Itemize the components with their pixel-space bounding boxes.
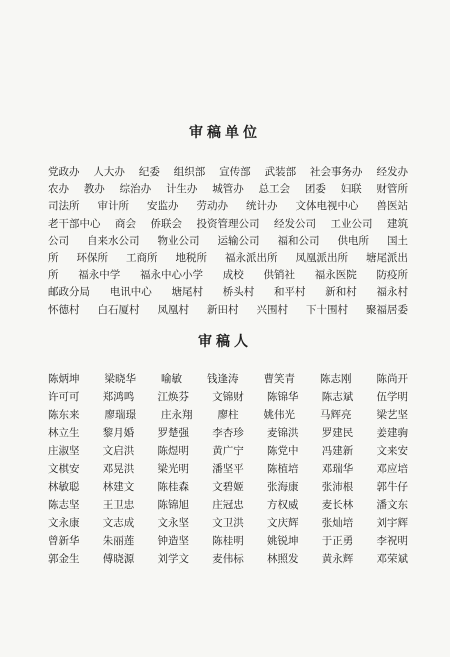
unit-name: 团委 <box>304 183 326 196</box>
unit-line <box>48 163 408 180</box>
reviewer-name: 陈党中 <box>267 444 299 457</box>
unit-name: 塘尾派出 <box>366 252 408 265</box>
reviewer-name: 文来安 <box>376 444 408 457</box>
reviewer-name: 张海康 <box>267 481 299 494</box>
reviewer-name: 潘坚平 <box>212 463 244 476</box>
reviewer-row <box>48 441 408 459</box>
reviewer-row <box>48 550 408 568</box>
unit-name: 所 <box>48 252 59 265</box>
reviewer-name: 伍学明 <box>376 390 408 403</box>
reviewer-name: 李祝明 <box>376 535 408 548</box>
unit-name: 自来水公司 <box>87 234 140 247</box>
reviewer-row <box>48 496 408 514</box>
unit-name: 总工会 <box>258 183 291 196</box>
unit-name: 供销社 <box>263 269 295 282</box>
unit-name: 凤凰村 <box>157 303 189 316</box>
unit-name: 新田村 <box>207 303 239 316</box>
unit-name: 凤凰派出所 <box>295 252 348 265</box>
reviewer-row <box>48 478 408 496</box>
unit-name: 新和村 <box>325 286 357 299</box>
reviewer-name: 陈志坚 <box>48 499 80 512</box>
unit-name: 桥头村 <box>222 286 255 299</box>
unit-line <box>48 249 408 266</box>
reviewer-name: 陈桂森 <box>157 481 189 494</box>
reviewer-name: 刘学文 <box>157 553 189 566</box>
reviewer-name: 姚锐坤 <box>267 535 299 548</box>
reviewer-name: 刘宇辉 <box>376 517 408 530</box>
reviewer-name: 姜建驹 <box>376 426 408 439</box>
unit-name: 福永中心小学 <box>140 269 203 282</box>
reviewer-name: 朱丽莲 <box>102 535 135 548</box>
unit-name: 社会事务办 <box>310 166 363 179</box>
unit-name: 福永医院 <box>314 269 357 282</box>
reviewer-name: 陈尚开 <box>376 372 408 385</box>
reviewer-row <box>48 387 408 405</box>
unit-name: 成校 <box>222 269 244 282</box>
unit-name: 物业公司 <box>157 234 200 247</box>
unit-line <box>48 180 408 197</box>
reviewer-name: 曾新华 <box>48 535 80 548</box>
unit-name: 兽医站 <box>376 200 408 213</box>
unit-name: 下十围村 <box>306 303 348 316</box>
unit-name: 怀德村 <box>48 303 80 316</box>
unit-name: 综治办 <box>119 183 152 196</box>
reviewer-name: 郭牛仔 <box>376 481 408 494</box>
reviewer-name: 郭金生 <box>48 553 80 566</box>
reviewer-name: 庄永翔 <box>161 408 193 421</box>
reviewer-name: 梁艺坚 <box>376 408 408 421</box>
reviewer-name: 文碧姬 <box>212 481 244 494</box>
reviewer-name: 方权威 <box>267 499 299 512</box>
unit-name: 老干部中心 <box>48 217 101 230</box>
reviewer-name: 文志成 <box>102 517 135 530</box>
reviewer-row <box>48 532 408 550</box>
reviewer-name: 喻敏 <box>161 372 182 385</box>
unit-name: 商会 <box>115 217 136 230</box>
unit-name: 工商所 <box>126 252 158 265</box>
reviewer-name: 姚伟光 <box>263 408 295 421</box>
reviewer-name: 庄冠忠 <box>212 499 244 512</box>
unit-name: 白石厦村 <box>97 303 140 316</box>
unit-name: 邮政分局 <box>48 286 90 299</box>
unit-name: 国土 <box>387 234 408 247</box>
reviewer-name: 文永康 <box>48 517 80 530</box>
unit-name: 经发公司 <box>274 217 316 230</box>
unit-name: 司法所 <box>48 200 80 213</box>
unit-name: 组织部 <box>173 166 206 179</box>
unit-name: 劳动办 <box>196 200 228 213</box>
unit-name: 福和公司 <box>277 234 320 247</box>
reviewer-name: 庄淑坚 <box>48 444 80 457</box>
unit-name: 城管办 <box>212 183 244 196</box>
unit-name: 农办 <box>48 183 69 196</box>
unit-name: 党政办 <box>48 166 80 179</box>
unit-name: 聚福居委 <box>366 303 408 316</box>
unit-line <box>48 215 408 232</box>
unit-name: 福永村 <box>376 286 408 299</box>
unit-line <box>48 266 408 283</box>
reviewer-name: 梁光明 <box>157 463 189 476</box>
unit-name: 经发办 <box>376 166 408 179</box>
reviewer-name: 马辉亮 <box>320 408 352 421</box>
unit-name: 和平村 <box>274 286 306 299</box>
reviewer-row <box>48 514 408 532</box>
reviewer-row <box>48 369 408 387</box>
reviewer-name: 江焕芬 <box>157 390 189 403</box>
reviewer-name: 梁晓华 <box>104 372 136 385</box>
unit-name: 环保所 <box>76 252 108 265</box>
unit-line <box>48 232 408 249</box>
reviewer-name: 王卫忠 <box>102 499 135 512</box>
reviewer-name: 钟造坚 <box>157 535 189 548</box>
unit-name: 武装部 <box>264 166 297 179</box>
unit-name: 供电所 <box>337 234 369 247</box>
unit-name: 运输公司 <box>217 234 260 247</box>
reviewer-name: 傅晓源 <box>102 553 135 566</box>
reviewer-name: 廖瑞璟 <box>104 408 136 421</box>
reviewer-row <box>48 423 408 441</box>
reviewer-name: 陈志刚 <box>320 372 352 385</box>
reviewer-name: 陈锦旭 <box>157 499 189 512</box>
reviewer-name: 钱逢涛 <box>207 372 239 385</box>
reviewer-name: 郑鸿鸣 <box>102 390 135 403</box>
reviewer-name: 冯建新 <box>321 444 354 457</box>
unit-name: 投资管理公司 <box>196 217 260 230</box>
reviewer-name: 林照发 <box>267 553 299 566</box>
reviewer-row <box>48 405 408 423</box>
reviewer-name: 文庆辉 <box>267 517 299 530</box>
unit-name: 妇联 <box>340 183 362 196</box>
reviewer-name: 麦伟标 <box>212 553 244 566</box>
unit-name: 统计办 <box>246 200 278 213</box>
reviewer-name: 文锦财 <box>212 390 244 403</box>
unit-name: 兴围村 <box>256 303 288 316</box>
reviewer-name: 曹笑青 <box>263 372 295 385</box>
reviewer-name: 林敏聪 <box>48 481 80 494</box>
unit-name: 教办 <box>83 183 105 196</box>
reviewer-name: 廖柱 <box>217 408 239 421</box>
unit-name: 人大办 <box>93 166 125 179</box>
reviewer-name: 邓荣斌 <box>376 553 408 566</box>
unit-name: 文体电视中心 <box>295 200 359 213</box>
reviewer-name: 罗建民 <box>321 426 354 439</box>
unit-name: 公司 <box>48 234 69 247</box>
reviewer-name: 于正勇 <box>321 535 354 548</box>
unit-line <box>48 301 408 318</box>
reviewer-name: 黎月婚 <box>102 426 135 439</box>
unit-line <box>48 283 408 300</box>
unit-name: 所 <box>48 269 59 282</box>
unit-name: 纪委 <box>138 166 160 179</box>
unit-name: 宣传部 <box>219 166 251 179</box>
reviewer-name: 陈东来 <box>48 408 80 421</box>
unit-name: 建筑 <box>387 217 408 230</box>
unit-name: 福永中学 <box>78 269 121 282</box>
reviewer-name: 张灿培 <box>321 517 354 530</box>
unit-name: 电讯中心 <box>109 286 152 299</box>
unit-line <box>48 197 408 214</box>
reviewer-name: 黄永辉 <box>321 553 354 566</box>
unit-name: 财管所 <box>376 183 408 196</box>
reviewer-name: 黄广宁 <box>212 444 244 457</box>
reviewer-name: 李杏珍 <box>212 426 244 439</box>
reviewer-name: 麦长林 <box>321 499 354 512</box>
reviewer-name: 陈锦华 <box>267 390 299 403</box>
reviewer-list <box>48 369 408 568</box>
reviewer-name: 林立生 <box>48 426 80 439</box>
reviewer-name: 邓晃洪 <box>102 463 135 476</box>
unit-name: 工业公司 <box>330 217 373 230</box>
reviewer-name: 罗楚强 <box>157 426 189 439</box>
unit-list <box>48 163 408 318</box>
people-section-title: 审稿人 <box>198 334 252 350</box>
reviewer-name: 潘文东 <box>376 499 408 512</box>
reviewer-name: 陈桂明 <box>212 535 244 548</box>
unit-name: 福永派出所 <box>225 252 278 265</box>
unit-name: 地税所 <box>175 252 207 265</box>
reviewer-name: 陈植培 <box>267 463 299 476</box>
reviewer-name: 林建文 <box>102 481 135 494</box>
reviewer-name: 邓瑞华 <box>321 463 354 476</box>
reviewer-name: 文卫洪 <box>212 517 244 530</box>
unit-name: 安监办 <box>147 200 179 213</box>
reviewer-name: 张沛根 <box>321 481 354 494</box>
unit-name: 防疫所 <box>376 269 408 282</box>
reviewer-name: 邓应培 <box>376 463 408 476</box>
reviewer-name: 麦锦洪 <box>267 426 299 439</box>
reviewer-name: 文棋安 <box>48 463 80 476</box>
unit-section-title: 审稿单位 <box>189 125 261 141</box>
unit-name: 审计所 <box>97 200 129 213</box>
reviewer-name: 许可可 <box>48 390 80 403</box>
unit-name: 侨联会 <box>150 217 182 230</box>
reviewer-name: 文永坚 <box>157 517 189 530</box>
reviewer-name: 陈炳坤 <box>48 372 80 385</box>
unit-name: 塘尾村 <box>171 286 203 299</box>
reviewer-name: 文启洪 <box>102 444 135 457</box>
reviewer-name: 陈志斌 <box>321 390 354 403</box>
reviewer-name: 陈煜明 <box>157 444 189 457</box>
unit-name: 计生办 <box>165 183 198 196</box>
reviewer-row <box>48 459 408 477</box>
